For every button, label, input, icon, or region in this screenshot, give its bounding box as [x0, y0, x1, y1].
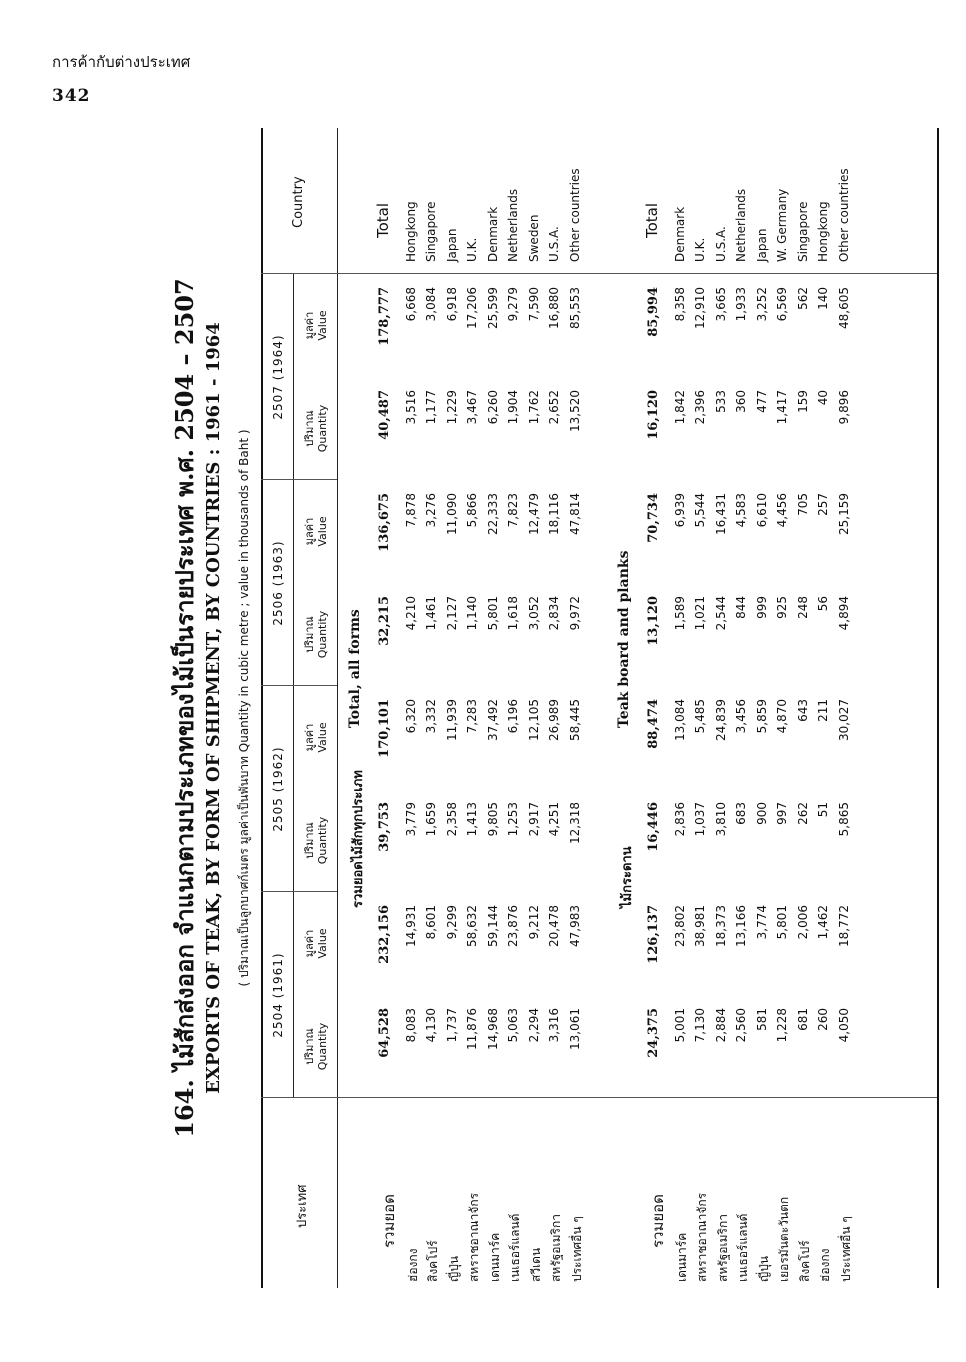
table-cell: 40	[816, 390, 830, 406]
table-cell: 1,229	[444, 390, 459, 425]
table-cell: 51	[816, 802, 830, 818]
table-cell: 12,318	[567, 802, 582, 844]
row-label-english: Japan	[754, 228, 769, 262]
table-cell: 4,130	[424, 1008, 438, 1043]
table-cell: 40,487	[377, 390, 392, 440]
row-label-thai: เดนมาร์ค	[674, 1232, 689, 1282]
row-label-thai: สหรัฐอเมริกา	[715, 1214, 730, 1282]
table-cell: 562	[795, 287, 810, 310]
table-cell: 3,084	[424, 287, 438, 322]
table-cell: 5,001	[672, 1008, 687, 1043]
row-label-thai: ฮ่องกง	[818, 1248, 832, 1282]
table-cell: 6,320	[403, 699, 418, 734]
table-cell: 1,253	[506, 802, 520, 837]
table-cell: 13,166	[734, 905, 748, 947]
table-cell: 16,880	[547, 287, 561, 329]
table-cell: 2,917	[526, 802, 541, 837]
table-cell: 11,939	[444, 699, 459, 741]
table-cell: 18,373	[713, 905, 728, 947]
table-cell: 211	[816, 699, 830, 722]
table-cell: 9,299	[444, 905, 459, 940]
table-cell: 11,090	[444, 493, 459, 535]
row-label-english: Hongkong	[403, 201, 418, 262]
section-title-thai: ไม้กระดาน	[620, 846, 635, 908]
table-cell: 3,810	[713, 802, 728, 837]
row-label-english: Total	[643, 202, 661, 238]
table-cell: 9,279	[506, 287, 520, 322]
row-label-thai: รวมยอด	[649, 1194, 667, 1248]
running-head: การค้ากับต่างประเทศ	[52, 53, 191, 71]
table-cell: 3,779	[403, 802, 418, 837]
table-cell: 39,753	[377, 802, 392, 852]
table-cell: 25,159	[836, 493, 851, 535]
row-label-thai: สิงคโปร์	[426, 1240, 440, 1282]
column-header-english: Country	[291, 176, 306, 228]
table-cell: 925	[775, 596, 789, 619]
table-cell: 20,478	[547, 905, 561, 947]
row-label-english: U.K.	[693, 237, 707, 262]
table-cell: 7,283	[465, 699, 479, 734]
row-label-thai: สิงคโปร์	[797, 1240, 812, 1282]
section-title-english: Teak board and planks	[616, 550, 632, 728]
table-cell: 999	[754, 596, 769, 619]
table-cell: 1,461	[424, 596, 438, 631]
table-cell: 4,050	[836, 1008, 851, 1043]
column-header-thai: ประเทศ	[295, 1184, 310, 1228]
table-cell: 9,212	[526, 905, 541, 940]
table-cell: 262	[795, 802, 810, 825]
table-cell: 6,260	[485, 390, 500, 425]
table-cell: 14,968	[485, 1008, 500, 1050]
table-title-thai-text: ไม้สักส่งออก จำแนกตามประเภทของไม้เป็นรายประเทศ พ.ศ. 2504 – 2507	[170, 278, 199, 1071]
table-cell: 12,479	[526, 493, 541, 535]
table-cell: 3,276	[424, 493, 438, 528]
table-cell: 900	[754, 802, 769, 825]
table-cell: 1,737	[444, 1008, 459, 1043]
table-cell: 360	[734, 390, 748, 413]
year-header: 2506 (1963)	[271, 540, 285, 626]
row-label-english: U.S.A.	[547, 226, 561, 262]
table-cell: 6,939	[672, 493, 687, 528]
table-cell: 26,989	[547, 699, 561, 741]
table-cell: 59,144	[485, 905, 500, 947]
row-label-thai: เดนมาร์ค	[487, 1232, 502, 1282]
row-label-english: Sweden	[526, 214, 541, 262]
row-label-english: Singapore	[795, 201, 810, 262]
table-cell: 12,105	[526, 699, 541, 741]
table-cell: 11,876	[465, 1008, 479, 1050]
table-cell: 2,396	[693, 390, 707, 425]
table-cell: 4,894	[836, 596, 851, 631]
row-label-english: Singapore	[424, 201, 438, 262]
table-cell: 85,994	[646, 287, 661, 337]
table-cell: 13,061	[567, 1008, 582, 1050]
table-cell: 70,734	[646, 493, 661, 543]
table-cell: 2,358	[444, 802, 459, 837]
table-cell: 683	[734, 802, 748, 825]
table-cell: 7,823	[506, 493, 520, 528]
table-cell: 18,772	[836, 905, 851, 947]
table-cell: 5,866	[465, 493, 479, 528]
table-cell: 24,375	[646, 1008, 661, 1058]
table-cell: 23,876	[506, 905, 520, 947]
table-cell: 30,027	[836, 699, 851, 741]
table-cell: 681	[795, 1008, 810, 1031]
table-number: 164.	[170, 1079, 199, 1138]
table-cell: 2,836	[672, 802, 687, 837]
row-label-thai: เนเธอร์แลนด์	[508, 1213, 522, 1282]
table-cell: 2,127	[444, 596, 459, 631]
table-cell: 7,130	[693, 1008, 707, 1043]
table-cell: 6,569	[775, 287, 789, 322]
table-cell: 12,910	[693, 287, 707, 329]
table-cell: 4,210	[403, 596, 418, 631]
row-label-english: Total	[374, 202, 392, 238]
table-cell: 5,801	[775, 905, 789, 940]
year-header: 2505 (1962)	[271, 746, 285, 832]
table-cell: 2,652	[547, 390, 561, 425]
table-cell: 9,805	[485, 802, 500, 837]
table-cell: 8,083	[403, 1008, 418, 1043]
table-cell: 22,333	[485, 493, 500, 535]
table-cell: 88,474	[646, 699, 661, 749]
row-label-thai: ญี่ปุ่น	[446, 1255, 461, 1282]
table-cell: 13,520	[567, 390, 582, 432]
table-cell: 1,762	[526, 390, 541, 425]
table-cell: 5,865	[836, 802, 851, 837]
table-cell: 5,801	[485, 596, 500, 631]
table-cell: 3,316	[547, 1008, 561, 1043]
table-cell: 2,006	[795, 905, 810, 940]
table-top-rule	[261, 128, 263, 1288]
table-cell: 3,665	[713, 287, 728, 322]
table-cell: 533	[713, 390, 728, 413]
table-cell: 1,659	[424, 802, 438, 837]
table-cell: 3,052	[526, 596, 541, 631]
table-cell: 38,981	[693, 905, 707, 947]
table-cell: 32,215	[377, 596, 392, 646]
table-cell: 136,675	[377, 493, 392, 552]
table-cell: 2,884	[713, 1008, 728, 1043]
table-cell: 13,084	[672, 699, 687, 741]
table-cell: 7,878	[403, 493, 418, 528]
table-cell: 178,777	[377, 287, 392, 346]
table-cell: 232,156	[377, 905, 392, 964]
table-cell: 14,931	[403, 905, 418, 947]
body-separator-right	[337, 273, 937, 274]
table-cell: 1,933	[734, 287, 748, 322]
table-cell: 5,485	[693, 699, 707, 734]
table-cell: 2,560	[734, 1008, 748, 1043]
value-subheader: มูลค่า Value	[303, 310, 329, 341]
table-cell: 257	[816, 493, 830, 516]
table-cell: 24,839	[713, 699, 728, 741]
row-label-thai: รวมยอด	[380, 1194, 398, 1248]
table-cell: 58,632	[465, 905, 479, 947]
table-cell: 4,583	[734, 493, 748, 528]
page-number: 342	[52, 86, 91, 106]
table-cell: 2,544	[713, 596, 728, 631]
row-label-thai: ญี่ปุ่น	[756, 1255, 771, 1282]
row-label-thai: สหราชอาณาจักร	[467, 1192, 481, 1282]
row-label-english: Denmark	[672, 206, 687, 262]
table-cell: 47,983	[567, 905, 582, 947]
quantity-subheader: ปริมาณ Quantity	[303, 404, 329, 453]
table-cell: 1,842	[672, 390, 687, 425]
table-cell: 170,101	[377, 699, 392, 758]
quantity-subheader: ปริมาณ Quantity	[303, 610, 329, 659]
row-label-english: U.S.A.	[713, 226, 728, 262]
table-cell: 16,120	[646, 390, 661, 440]
table-cell: 1,140	[465, 596, 479, 631]
table-cell: 5,544	[693, 493, 707, 528]
table-cell: 477	[754, 390, 769, 413]
table-title-english: EXPORTS OF TEAK, BY FORM OF SHIPMENT, BY COUNTRIES : 1961 - 1964	[203, 322, 224, 1094]
table-cell: 3,774	[754, 905, 769, 940]
table-cell: 9,972	[567, 596, 582, 631]
row-label-thai: สหราชอาณาจักร	[695, 1192, 709, 1282]
row-label-english: U.K.	[465, 237, 479, 262]
table-cell: 1,037	[693, 802, 707, 837]
table-cell: 17,206	[465, 287, 479, 329]
row-label-thai: ประเทศอื่น ๆ	[569, 1216, 584, 1282]
table-cell: 1,618	[506, 596, 520, 631]
table-cell: 23,802	[672, 905, 687, 947]
row-label-thai: เยอรมันตะวันตก	[777, 1196, 791, 1282]
table-cell: 1,413	[465, 802, 479, 837]
value-subheader: มูลค่า Value	[303, 722, 329, 753]
table-cell: 37,492	[485, 699, 500, 741]
table-cell: 3,467	[465, 390, 479, 425]
table-cell: 58,445	[567, 699, 582, 741]
table-cell: 140	[816, 287, 830, 310]
row-label-english: Netherlands	[734, 188, 748, 262]
table-cell: 3,516	[403, 390, 418, 425]
row-label-english: Japan	[444, 228, 459, 262]
table-cell: 4,251	[547, 802, 561, 837]
table-cell: 1,417	[775, 390, 789, 425]
quantity-subheader: ปริมาณ Quantity	[303, 816, 329, 865]
table-cell: 16,431	[713, 493, 728, 535]
row-label-english: Netherlands	[506, 188, 520, 262]
table-cell: 260	[816, 1008, 830, 1031]
table-cell: 2,834	[547, 596, 561, 631]
table-cell: 5,063	[506, 1008, 520, 1043]
table-cell: 64,528	[377, 1008, 392, 1058]
table-title-thai	[165, 128, 204, 1288]
table-cell: 5,859	[754, 699, 769, 734]
table-cell: 13,120	[646, 596, 661, 646]
body-separator-left	[337, 1097, 937, 1098]
table-cell: 85,553	[567, 287, 582, 329]
table-cell: 2,294	[526, 1008, 541, 1043]
table-cell: 4,456	[775, 493, 789, 528]
year-rule	[293, 274, 294, 1098]
table-cell: 844	[734, 596, 748, 619]
table-cell: 8,601	[424, 905, 438, 940]
row-label-thai: เนเธอร์แลนด์	[736, 1213, 750, 1282]
table-cell: 1,177	[424, 390, 438, 425]
table-cell: 6,610	[754, 493, 769, 528]
table-cell: 1,462	[816, 905, 830, 940]
table-cell: 8,358	[672, 287, 687, 322]
header-bottom-rule	[337, 128, 338, 1288]
year-header: 2504 (1961)	[271, 952, 285, 1038]
table-cell: 3,252	[754, 287, 769, 322]
table-cell: 1,904	[506, 390, 520, 425]
table-cell: 248	[795, 596, 810, 619]
table-cell: 6,918	[444, 287, 459, 322]
row-label-english: Other countries	[567, 168, 582, 262]
table-cell: 997	[775, 802, 789, 825]
section-title-thai: รวมยอดไม้สักทุกประเภท	[351, 770, 366, 908]
table-cell: 48,605	[836, 287, 851, 329]
table-cell: 643	[795, 699, 810, 722]
unit-note: ( ปริมาณเป็นลูกบาศก์เมตร มูลค่าเป็นพันบาท Quantity in cubic metre ; value in thousands of Baht )	[237, 429, 251, 987]
table-cell: 3,456	[734, 699, 748, 734]
table-cell: 25,599	[485, 287, 500, 329]
quantity-subheader: ปริมาณ Quantity	[303, 1022, 329, 1071]
row-label-thai: ประเทศอื่น ๆ	[838, 1216, 853, 1282]
table-cell: 9,896	[836, 390, 851, 425]
row-label-english: Hongkong	[816, 201, 830, 262]
row-label-thai: สหรัฐอเมริกา	[549, 1214, 563, 1282]
table-cell: 4,870	[775, 699, 789, 734]
table-cell: 47,814	[567, 493, 582, 535]
table-cell: 1,021	[693, 596, 707, 631]
table-bottom-rule	[937, 128, 939, 1288]
row-label-english: Denmark	[485, 206, 500, 262]
table-cell: 581	[754, 1008, 769, 1031]
table-cell: 159	[795, 390, 810, 413]
row-label-thai: สวีเดน	[528, 1247, 543, 1282]
table-cell: 56	[816, 596, 830, 612]
row-label-english: Other countries	[836, 168, 851, 262]
section-title-english: Total, all forms	[347, 609, 363, 728]
table-cell: 705	[795, 493, 810, 516]
rotated-table	[165, 128, 945, 1288]
table-cell: 6,668	[403, 287, 418, 322]
value-subheader: มูลค่า Value	[303, 928, 329, 959]
table-cell: 126,137	[646, 905, 661, 964]
table-cell: 3,332	[424, 699, 438, 734]
year-header: 2507 (1964)	[271, 334, 285, 420]
table-cell: 16,446	[646, 802, 661, 852]
table-cell: 6,196	[506, 699, 520, 734]
table-cell: 18,116	[547, 493, 561, 535]
row-label-english: W. Germany	[775, 188, 789, 262]
table-cell: 1,228	[775, 1008, 789, 1043]
value-subheader: มูลค่า Value	[303, 516, 329, 547]
row-label-thai: ฮ่องกง	[405, 1248, 420, 1282]
table-cell: 7,590	[526, 287, 541, 322]
table-cell: 1,589	[672, 596, 687, 631]
